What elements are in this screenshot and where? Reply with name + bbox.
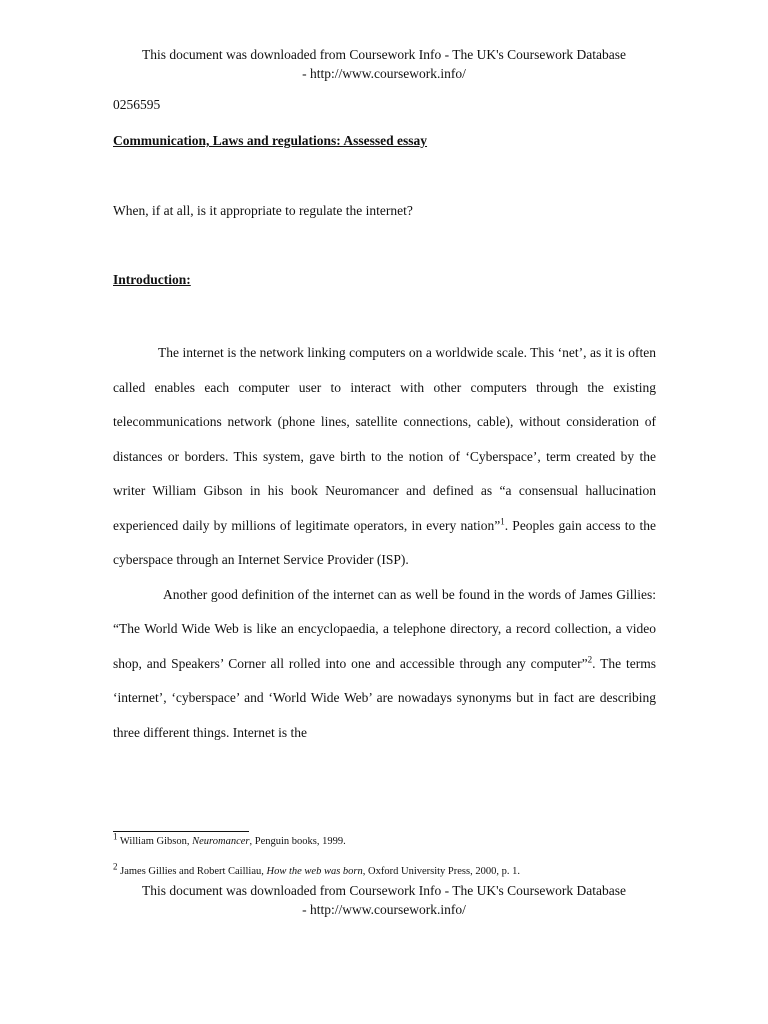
header-line-1: This document was downloaded from Coursework Info - The UK's Coursework Database (142, 47, 626, 62)
paragraph-2-text-b: . The terms ‘internet’, ‘cyberspace’ and ‘World Wide Web’ are nowadays synonyms but in fact are describing three different things. Internet is the (113, 655, 656, 740)
paragraph-2 (113, 578, 656, 751)
essay-question: When, if at all, is it appropriate to regulate the internet? (113, 203, 413, 218)
footnote-2-number: 2 (113, 861, 118, 872)
download-footer (100, 881, 668, 919)
footnote-separator (113, 831, 249, 832)
footnote-2-post: , Oxford University Press, 2000, p. 1. (362, 866, 520, 877)
section-heading: Introduction: (113, 272, 191, 287)
document-id: 0256595 (113, 97, 161, 112)
paragraph-2-text-a: Another good definition of the internet can as well be found in the words of James Gillies: “The World Wide Web is like an encyclopaedia, a telephone directory, a record collection, a video shop, and Speakers’ Corner all rolled into one and accessible through any computer” (113, 586, 656, 671)
paragraph-1-text-a: The internet is the network linking computers on a worldwide scale. This ‘net’, as it is often called enables each computer user to interact with other computers through the existing telecommunications network (phone lines, satellite connections, cable), without consideration of distances or borders. This system, gave birth to the notion of ‘Cyberspace’, term created by the writer William Gibson in his book Neuromancer and defined as “a consensual hallucination experienced daily by millions of legitimate operators, in every nation” (113, 345, 656, 533)
essay-title: Communication, Laws and regulations: Assessed essay (113, 133, 428, 148)
footnote-ref-2: 2 (587, 654, 593, 664)
footnote-1-book-title: Neuromancer (192, 836, 250, 847)
footnote-ref-1: 1 (500, 516, 505, 526)
footnote-1-pre: William Gibson, (117, 836, 193, 847)
paragraph-1-text-b: . Peoples gain access to the cyberspace through an Internet Service Provider (ISP). (113, 517, 656, 567)
essay-body (113, 336, 656, 750)
footer-line-2: - http://www.coursework.info/ (302, 902, 466, 917)
footnote-2-book-title: How the web was born (266, 866, 363, 877)
footnote-2 (113, 861, 520, 877)
footnote-1 (113, 831, 346, 847)
footnote-1-post: , Penguin books, 1999. (249, 836, 346, 847)
paragraph-1 (113, 336, 656, 578)
footnote-1-number: 1 (113, 831, 118, 842)
footer-line-1: This document was downloaded from Coursework Info - The UK's Coursework Database (142, 883, 626, 898)
header-line-2: - http://www.coursework.info/ (302, 66, 466, 81)
download-header (100, 45, 668, 83)
footnote-2-pre: James Gillies and Robert Cailliau, (117, 866, 267, 877)
